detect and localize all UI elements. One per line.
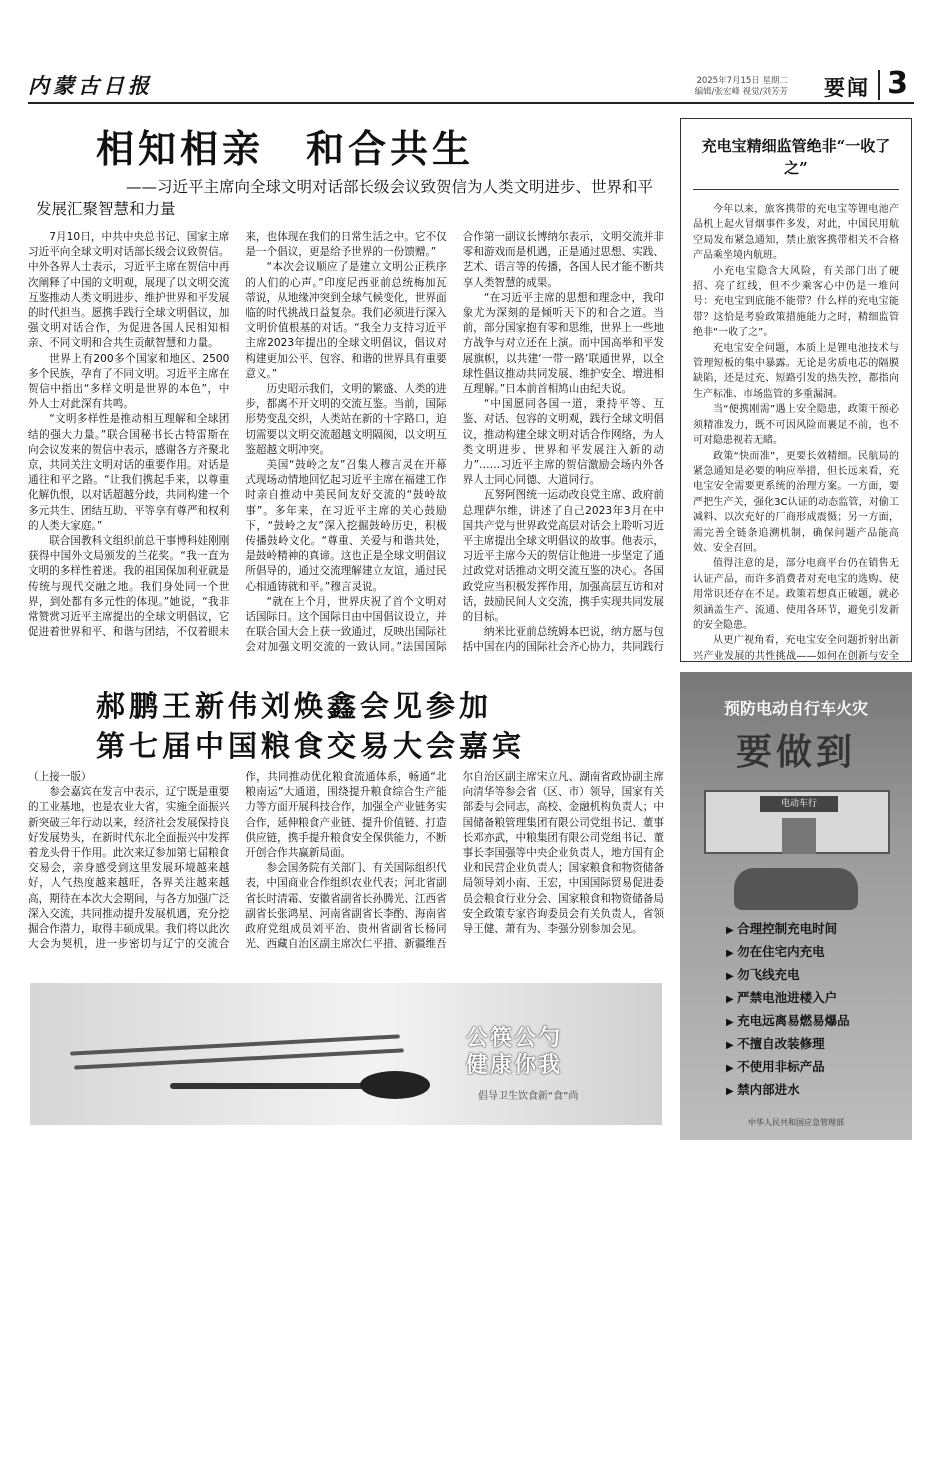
page-number: 3 <box>887 66 908 101</box>
sidebar-paragraph: 小充电宝隐含大风险，有关部门出了硬招、亮了红线，但不少乘客心中仍是一堆问号：充电宝到底能不能带？什么样的充电宝能带？这恰是考验政策措施能力之时，精细监管绝非“一收了之”。 <box>693 265 899 339</box>
ad-fire-footer: 中华人民共和国应急管理部 <box>748 1118 844 1127</box>
sidebar-title: 充电宝精细监管绝非“一收了之” <box>693 129 899 190</box>
sidebar-body <box>693 202 899 662</box>
ebike-fire-ad <box>680 672 912 1140</box>
ad-chopsticks-title-line1: 公筷公勺 <box>466 1026 563 1051</box>
shop-sign: 电动车行 <box>760 796 838 812</box>
ad-fire-list <box>726 918 850 1102</box>
ad-chopsticks-tagline: 倡导卫生饮食新“食”尚 <box>478 1091 579 1102</box>
list-item: ▶ 不使用非标产品 <box>726 1056 850 1079</box>
ebike-icon <box>734 868 858 910</box>
sidebar-paragraph: 今年以来，旅客携带的充电宝等锂电池产品机上起火冒烟事件多发，对此，中国民用航空局发布紧急通知，禁止旅客携带相关不合格产品乘坐境内航班。 <box>693 204 899 262</box>
lead-article-body <box>28 230 664 670</box>
list-item: ▶ 勿飞线充电 <box>726 964 850 987</box>
sidebar-paragraph: 从更广视角看，充电宝安全问题折射出新兴产业发展的共性挑战——如何在创新与安全 <box>693 635 899 662</box>
lead-subheadline: ——习近平主席向全球文明对话部长级会议致贺信为人类文明进步、世界和平发展汇聚智慧和力量 <box>36 178 654 218</box>
lead-paragraph: 联合国教科文组织前总干事博科娃刚刚获得中国外文局颁发的兰花奖。“我一直为文明的多样性着迷。我的祖国保加利亚就是传统与现代交融之地。我们身处同一个世界，到处都有多元性的体现。”她说，“我非常赞赏习近平主席提出的全球文明倡议，它促进着世界和平、和谐与团结，不仅着眼未来，也体现在我们的日常生活之中。它不仅是一个倡议，更是给予世界的一份馈赠。” <box>28 231 447 639</box>
lead-paragraph: 瓦努阿图统一运动改良党主席、政府前总理萨尔维，讲述了自己2023年3月在中国共产党与世界政党高层对话会上聆听习近平主席提出全球文明倡议的故事。他表示，习近平主席今天的贺信让他进一步坚定了通过政党对话推动文明交流互鉴的决心。各国政党应当积极发挥作用，加强高层互访和对话，鼓励民间人文交流，携手实现共同发展的目标。 <box>462 489 664 624</box>
list-item: ▶ 充电远离易燃易爆品 <box>726 1010 850 1033</box>
lead-paragraph: 世界上有200多个国家和地区、2500多个民族，孕育了不同文明。习近平主席在贺信中指出“多样文明是世界的本色”，中外人士对此深有共鸣。 <box>28 352 230 411</box>
public-chopsticks-ad <box>30 983 662 1125</box>
continued-label: （上接一版） <box>28 771 92 783</box>
shop-door-icon <box>782 818 816 854</box>
second-headline-line1: 郝鹏王新伟刘焕鑫会见参加 <box>96 689 493 723</box>
sidebar-paragraph: 政策“快而准”，更要长效精细。民航局的紧急通知是必要的响应举措，但长远来看，充电宝安全需要更系统的治理方案。一方面，要严把生产关，强化3C认证的动态监管，对偷工减料、以次充好的厂商形成震慑；另一方面，需完善全链条追溯机制，确保问题产品能高效、安全召回。 <box>693 450 899 554</box>
lead-paragraph: “在习近平主席的思想和理念中，我印象尤为深刻的是倾听天下的和合之道。当前，部分国家抱有零和思维，世界上一些地方战争与对立还在上演。而中国高举和平发展旗帜，以共建‘一带一路’联通世界，以全球性倡议推动共同发展、维护安全、增进相互理解。”日本前首相鸠山由纪夫说。 <box>462 291 664 396</box>
ad-chopsticks-title <box>466 1025 562 1079</box>
lead-paragraph: “本次会议顺应了是建立文明公正秩序的人们的心声。”印度尼西亚前总统梅加瓦蒂说，从地缘冲突到全球气候变化，世界面临的时代挑战日益复杂。我们必须进行深入文明价值根基的对话。“我全力支持习近平主席2023年提出的全球文明倡议，倡议对构建更加公平、包容、和谐的世界具有重要意义。” <box>245 261 447 380</box>
second-headline <box>96 686 616 766</box>
issue-date: 2025年7月15日 星期二 <box>696 76 788 86</box>
issue-editors: 编辑/张宏峰 视觉/刘芳芳 <box>694 87 788 97</box>
lead-paragraph: 7月10日，中共中央总书记、国家主席习近平向全球文明对话部长级会议致贺信。中外各界人士表示，习近平主席在贺信中再次阐释了中国的文明观，展现了以文明交流互鉴推动人类文明进步、维护世界和平发展的时代担当。愿携手践行全球文明倡议，加强文明对话合作，为促进各国人民相知相亲、不同文明和合共生贡献智慧和力量。 <box>28 231 230 350</box>
list-item: ▶ 严禁电池进楼入户 <box>726 987 850 1010</box>
ad-fire-title: 预防电动自行车火灾 <box>723 699 868 718</box>
paper-name: 内蒙古日报 <box>28 73 153 98</box>
second-article-body <box>28 770 664 970</box>
sidebar-paragraph: 当“便携刚需”遇上安全隐患，政策干预必须精准发力，既不可因风险而裹足不前，也不可对隐患视若无睹。 <box>693 404 899 447</box>
issue-info <box>695 76 788 98</box>
lead-paragraph: 纳米比亚前总统姆本巴说，纳方愿与包括中国在内的国际社会齐心协力，共同践行 <box>462 626 664 654</box>
list-item: ▶ 勿在住宅内充电 <box>726 941 850 964</box>
lead-paragraph: “文明多样性是推动相互理解和全球团结的强大力量。”联合国秘书长古特雷斯在向会议发来的贺信中表示，感谢各方齐聚北京，共同关注文明对话的重要作用。对话是通往和平之路。“让我们携起手来，以尊重化解仇恨，以对话超越分歧，共同构建一个多元共生、团结互助、平等享有尊严和权利的人类大家庭。” <box>28 413 230 532</box>
sidebar-paragraph: 充电宝安全问题，本质上是锂电池技术与管理短板的集中暴露。无论是劣质电芯的隔膜缺陷，还是过充、短路引发的热失控，都指向生产标准、市场监管的多重漏洞。 <box>693 342 899 400</box>
lead-paragraph: 历史昭示我们，文明的繁盛、人类的进步，都离不开文明的交流互鉴。当前，国际形势变乱交织，人类站在新的十字路口，迫切需要以文明交流超越文明隔阂，以文明互鉴超越文明冲突。 <box>245 383 447 456</box>
list-item: ▶ 不擅自改装修理 <box>726 1033 850 1056</box>
lead-headline: 相知相亲 和合共生 <box>96 127 475 171</box>
lead-paragraph: 美国“鼓岭之友”召集人穆言灵在开幕式现场动情地回忆起习近平主席在福建工作时亲自推动中美民间友好交流的“鼓岭故事”。多年来，在习近平主席的关心鼓励下，“鼓岭之友”深入挖掘鼓岭历史，积极传播鼓岭文化。“尊重、关爱与和谐共处，是鼓岭精神的真谛。这也正是全球文明倡议所倡导的，通过交流理解建立友谊，通过民心相通铸就和平。”穆言灵说。 <box>245 459 447 593</box>
second-paragraph: 参会嘉宾在发言中表示，辽宁既是重要的工业基地，也是农业大省，实施全面振兴新突破三年行动以来，经济社会发展保持良好发展势头，在新时代东北全面振兴中发挥着龙头骨干作用。此次来辽参加第七届粮食交易会，亲身感受到这里发展环境越来越好，人气热度越来越旺，各界关注越来越高，期待在本次大会期间，与各方加强广泛深入交流，共同推动提升发展机遇，充分挖掘合作潜力，取得丰硕成果。我们将以此次大会为契机，进一步密切与辽宁的交流合作，共同推动优化粮食流通体系，畅通“北粮南运”大通道，围绕提升粮食综合生产能力等方面开展科技合作，加强全产业链务实合作，延伸粮食产业链、提升价值链、打造供应链，携手提升粮食安全保供能力，不断开创合作共赢新局面。 <box>28 771 447 951</box>
spoon-icon <box>360 1071 430 1099</box>
second-paragraph: 参会国务院有关部门、有关国际组织代表，中国商业合作组织农业代表；河北省副省长时清霜、安徽省副省长孙腾光、江西省副省长张鸿星、河南省副省长李酌、海南省政府党组成员刘平治、贵州省副省长杨同光、西藏自治区副主席次仁平措、新疆维吾尔自治区副主席宋立凡、湖南省政协副主席向清华等参会省（区、市）领导，国家有关部委与会同志，高校、金融机构负责人；中国储备粮管理集团有限公司党组书记、董事长邓亦武，中粮集团有限公司党组书记、董事长李国强等中央企业负责人，地方国有企业和民营企业负责人；国家粮食和物资储备局领导刘小南、王宏，中国国际贸易促进委员会粮食行业分会、国家粮食和物资储备局安全政策专家咨询委员会有关负责人，省领导王健、萧有为、李强分别参加会见。 <box>245 771 664 951</box>
lead-paragraph: “中国愿同各国一道，秉持平等、互鉴、对话、包容的文明观，践行全球文明倡议，推动构建全球文明对话合作网络，为人类文明进步、世界和平发展注入新的动力”……习近平主席的贺信激励会场内外各界人士同心同德、大道同行。 <box>462 398 664 487</box>
sidebar-commentary <box>680 118 912 662</box>
ad-chopsticks-title-line2: 健康你我 <box>466 1053 563 1078</box>
lead-paragraph: “就在上个月，世界庆祝了首个文明对话国际日。这个国际日由中国倡议设立，并在联合国大会上获一致通过，反映出国际社会对加强文明交流的一致认同。”法国国际合作第一副议长博纳尔表示，文明交流并非零和游戏而是机遇，正是通过思想、实践、艺术、语言等的传播，各国人民才能不断共享人类智慧的成果。 <box>245 231 664 654</box>
spoon-handle-icon <box>170 1083 370 1089</box>
masthead <box>28 66 914 104</box>
shop-illustration <box>704 790 890 854</box>
section-name: 要闻 <box>824 76 870 100</box>
section-divider <box>878 70 880 100</box>
ad-fire-big: 要做到 <box>735 732 856 773</box>
list-item: ▶ 禁内部进水 <box>726 1079 850 1102</box>
list-item: ▶ 合理控制充电时间 <box>726 918 850 941</box>
second-headline-line2: 第七届中国粮食交易大会嘉宾 <box>96 729 526 763</box>
sidebar-paragraph: 值得注意的是，部分电商平台仍在销售无认证产品，而许多消费者对充电宝的选购、使用常识还存在不足。政策若想真正破题，就必须涵盖生产、流通、使用各环节，避免引发新的安全隐患。 <box>693 558 899 631</box>
